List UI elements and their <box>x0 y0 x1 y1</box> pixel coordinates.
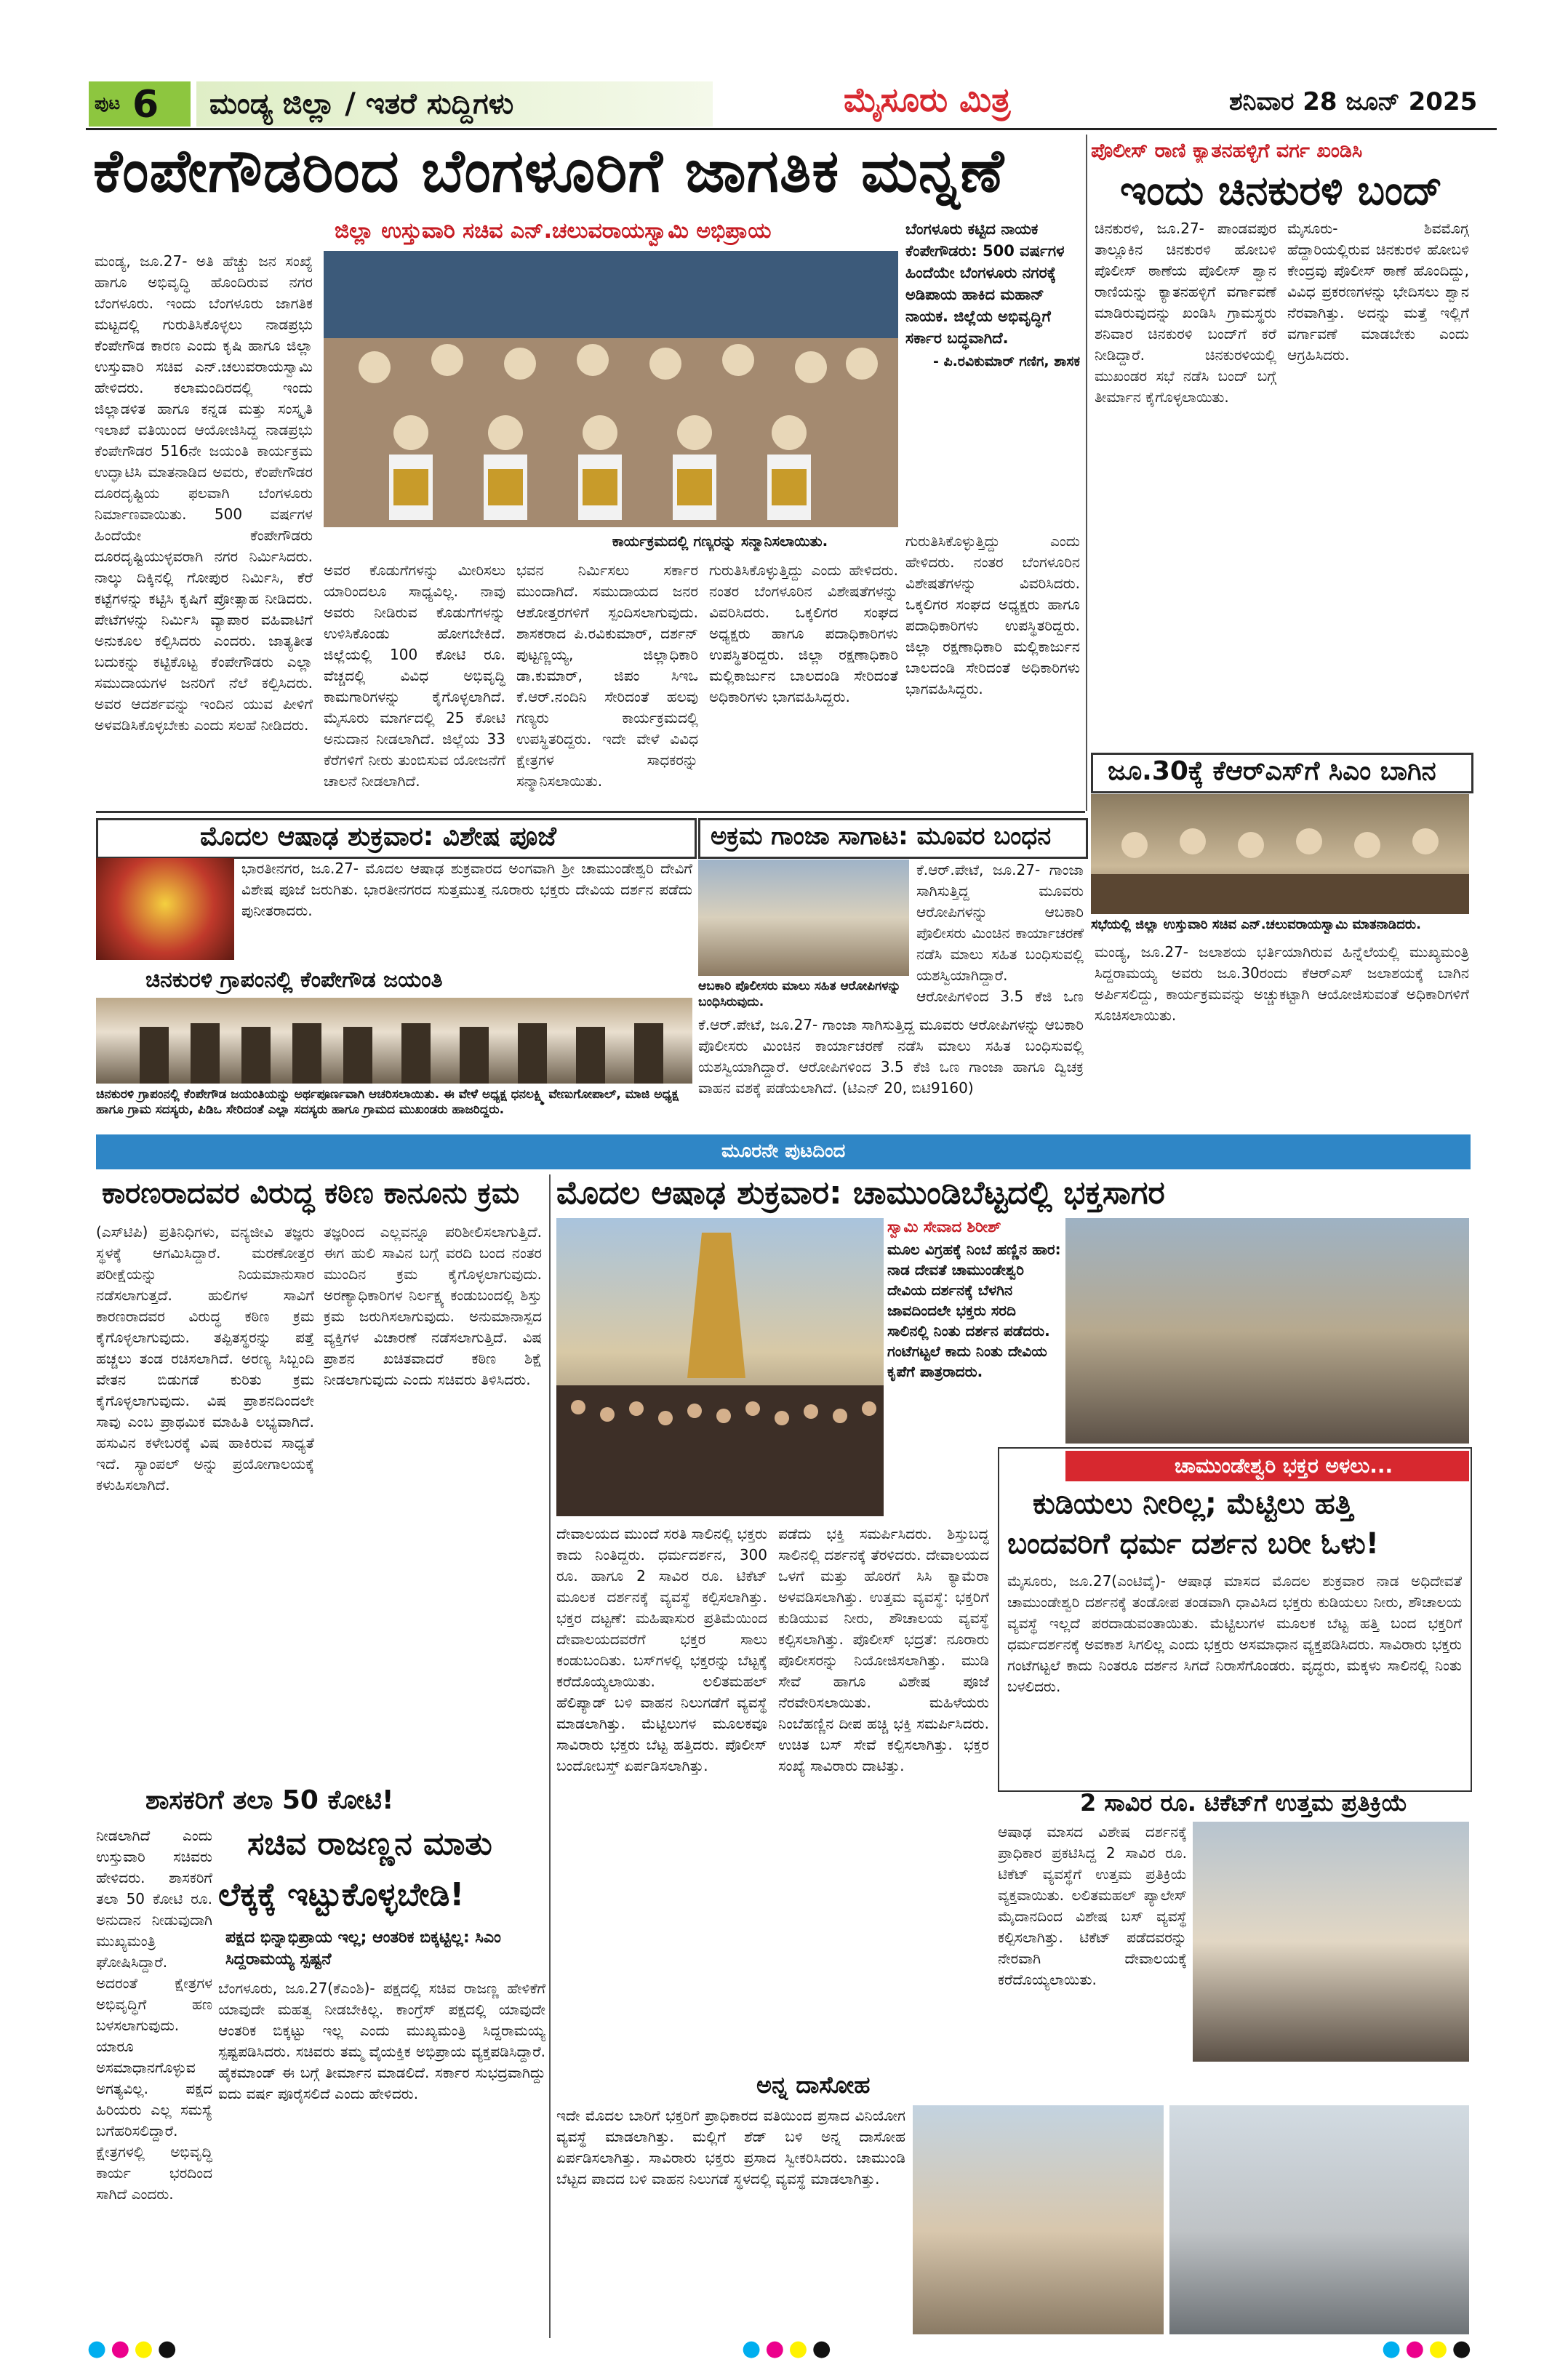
chamundi-headline: ಮೊದಲ ಆಷಾಢ ಶುಕ್ರವಾರ: ಚಾಮುಂಡಿಬೆಟ್ಟದಲ್ಲಿ ಭಕ್ತಸಾಗರ <box>556 1174 1165 1212</box>
section-band <box>196 81 713 127</box>
temple-crowd-illustration <box>556 1218 884 1516</box>
felicitation-photo-illustration <box>324 251 898 527</box>
issue-date: ಶನಿವಾರ 28 ಜೂನ್ 2025 <box>1229 87 1478 116</box>
lead-photo-caption: ಕಾರ್ಯಕ್ರಮದಲ್ಲಿ ಗಣ್ಯರನ್ನು ಸನ್ಮಾನಿಸಲಾಯಿತು. <box>612 532 828 550</box>
devotees-banner-label: ಚಾಮುಂಡೇಶ್ವರಿ ಭಕ್ತರ ಅಳಲು... <box>1175 1454 1393 1478</box>
lead-subhead: ಜಿಲ್ಲಾ ಉಸ್ತುವಾರಿ ಸಚಿವ ಎನ್.ಚಲುವರಾಯಸ್ವಾಮಿ ಅಭಿಪ್ರಾಯ <box>335 218 772 244</box>
village-photo <box>96 998 692 1084</box>
ticket-bus-photo <box>1193 1822 1469 2062</box>
devotees-red-banner <box>1065 1451 1469 1481</box>
parking-photo <box>1169 2105 1469 2334</box>
continued-banner <box>96 1134 1471 1169</box>
lead-quote-box <box>905 218 1080 524</box>
anna-headline: ಅನ್ನ ದಾಸೋಹ <box>756 2071 871 2099</box>
cm-meeting-photo <box>1091 794 1469 914</box>
chamundi-column-2: ಪಡೆದು ಭಕ್ತಿ ಸಮರ್ಪಿಸಿದರು. ಶಿಸ್ತುಬದ್ಧ ಸಾಲಿನಲ್ಲಿ ದರ್ಶನಕ್ಕೆ ತೆರಳಿದರು. ದೇವಾಲಯದ ಒಳಗೆ ಮತ್ತು ಹೊರಗೆ ಸಿಸಿ ಕ್ಯಾಮೆರಾ ಅಳವಡಿಸಲಾಗಿತ್ತು. ಉತ್ತಮ ವ್ಯವಸ್ಥೆ: ಭಕ್ತರಿಗೆ ಕುಡಿಯುವ ನೀರು, ಶೌಚಾಲಯ ವ್ಯವಸ್ಥೆ ಕಲ್ಪಿಸಲಾಗಿತ್ತು. ಪೊಲೀಸ್ ಭದ್ರತೆ: ನೂರಾರು ಪೊಲೀಸರನ್ನು ನಿಯೋಜಿಸಲಾಗಿತ್ತು. ಮುಡಿ ಸೇವೆ ಹಾಗೂ ವಿಶೇಷ ಪೂಜೆ ನೆರವೇರಿಸಲಾಯಿತು. ಮಹಿಳೆಯರು ನಿಂಬೆಹಣ್ಣಿನ ದೀಪ ಹಚ್ಚಿ ಭಕ್ತಿ ಸಮರ್ಪಿಸಿದರು. ಉಚಿತ ಬಸ್ ಸೇವೆ ಕಲ್ಪಿಸಲಾಗಿತ್ತು. ಭಕ್ತರ ಸಂಖ್ಯೆ ಸಾವಿರಾರು ದಾಟಿತ್ತು. <box>778 1525 989 1774</box>
quote-text: ಬೆಂಗಳೂರು ಕಟ್ಟಿದ ನಾಯಕ ಕೆಂಪೇಗೌಡರು: 500 ವರ್ಷಗಳ ಹಿಂದೆಯೇ ಬೆಂಗಳೂರು ನಗರಕ್ಕೆ ಅಡಿಪಾಯ ಹಾಕಿದ ಮಹಾನ್ ನಾಯಕ. ಜಿಲ್ಲೆಯ ಅಭಿವೃದ್ಧಿಗೆ ಸರ್ಕಾರ ಬದ್ಧವಾಗಿದೆ. <box>905 220 1065 347</box>
anna-queue-photo <box>913 2105 1164 2334</box>
law-column-1: (ಎಸ್‌ಟಿಪಿ) ಪ್ರತಿನಿಧಿಗಳು, ವನ್ಯಜೀವಿ ತಜ್ಞರು ಸ್ಥಳಕ್ಕೆ ಆಗಮಿಸಿದ್ದಾರೆ. ಮರಣೋತ್ತರ ಪರೀಕ್ಷೆಯನ್ನು ನಿಯಮಾನುಸಾರ ನಡೆಸಲಾಗುತ್ತದೆ. ಹುಲಿಗಳ ಸಾವಿಗೆ ಕಾರಣರಾದವರ ವಿರುದ್ಧ ಕಠಿಣ ಕ್ರಮ ಕೈಗೊಳ್ಳಲಾಗುವುದು. ತಪ್ಪಿತಸ್ಥರನ್ನು ಪತ್ತೆ ಹಚ್ಚಲು ತಂಡ ರಚಿಸಲಾಗಿದೆ. ಅರಣ್ಯ ಸಿಬ್ಬಂದಿ ವೇತನ ಬಿಡುಗಡೆ ಕುರಿತು ಕ್ರಮ ಕೈಗೊಳ್ಳಲಾಗುವುದು. ವಿಷ ಪ್ರಾಶನದಿಂದಲೇ ಸಾವು ಎಂಬ ಪ್ರಾಥಮಿಕ ಮಾಹಿತಿ ಲಭ್ಯವಾಗಿದೆ. ಹಸುವಿನ ಕಳೇಬರಕ್ಕೆ ವಿಷ ಹಾಕಿರುವ ಸಾಧ್ಯತೆ ಇದೆ. ಸ್ಯಾಂಪಲ್ ಅನ್ನು ಪ್ರಯೋಗಾಲಯಕ್ಕೆ ಕಳುಹಿಸಲಾಗಿದೆ. <box>96 1223 314 1494</box>
law-column-2: ತಜ್ಞರಿಂದ ಎಲ್ಲವನ್ನೂ ಪರಿಶೀಲಿಸಲಾಗುತ್ತಿದೆ. ಈಗ ಹುಲಿ ಸಾವಿನ ಬಗ್ಗೆ ವರದಿ ಬಂದ ನಂತರ ಮುಂದಿನ ಕ್ರಮ ಕೈಗೊಳ್ಳಲಾಗುವುದು. ಅರಣ್ಯಾಧಿಕಾರಿಗಳ ನಿರ್ಲಕ್ಷ್ಯ ಕಂಡುಬಂದಲ್ಲಿ ಶಿಸ್ತು ಕ್ರಮ ಜರುಗಿಸಲಾಗುವುದು. ಅನುಮಾನಾಸ್ಪದ ವ್ಯಕ್ತಿಗಳ ವಿಚಾರಣೆ ನಡೆಸಲಾಗುತ್ತಿದೆ. ವಿಷ ಪ್ರಾಶನ ಖಚಿತವಾದರೆ ಕಠಿಣ ಶಿಕ್ಷೆ ನೀಡಲಾಗುವುದು ಎಂದು ಸಚಿವರು ತಿಳಿಸಿದರು. <box>324 1223 542 1388</box>
quote-attribution: - ಪಿ.ರವಿಕುಮಾರ್ ಗಣಿಗ, ಶಾಸಕ <box>933 353 1080 369</box>
chamundi-overlay-text: ಮೂಲ ವಿಗ್ರಹಕ್ಕೆ ನಿಂಬೆ ಹಣ್ಣಿನ ಹಾರ: ನಾಡ ದೇವತೆ ಚಾಮುಂಡೇಶ್ವರಿ ದೇವಿಯ ದರ್ಶನಕ್ಕೆ ಬೆಳಗಿನ ಜಾವದಿಂದಲೇ ಭಕ್ತರು ಸರದಿ ಸಾಲಿನಲ್ಲಿ ನಿಂತು ದರ್ಶನ ಪಡೆದರು. ಗಂಟೆಗಟ್ಟಲೆ ಕಾದು ನಿಂತು ದೇವಿಯ ಕೃಪೆಗೆ ಪಾತ್ರರಾದರು. <box>887 1241 1061 1380</box>
meeting-photo-illustration <box>1091 794 1469 914</box>
lead-column-c: ಭವನ ನಿರ್ಮಿಸಲು ಸರ್ಕಾರ ಮುಂದಾಗಿದೆ. ಸಮುದಾಯದ ಜನರ ಆಶೋತ್ತರಗಳಿಗೆ ಸ್ಪಂದಿಸಲಾಗುವುದು. ಶಾಸಕರಾದ ಪಿ.ರವಿಕುಮಾರ್, ದರ್ಶನ್ ಪುಟ್ಟಣ್ಣಯ್ಯ, ಜಿಲ್ಲಾಧಿಕಾರಿ ಡಾ.ಕುಮಾರ್, ಜಿಪಂ ಸಿಇಒ ಕೆ.ಆರ್.ನಂದಿನಿ ಸೇರಿದಂತೆ ಹಲವು ಗಣ್ಯರು ಕಾರ್ಯಕ್ರಮದಲ್ಲಿ ಉಪಸ್ಥಿತರಿದ್ದರು. ಇದೇ ವೇಳೆ ವಿವಿಧ ಕ್ಷೇತ್ರಗಳ ಸಾಧಕರನ್ನು ಸನ್ಮಾನಿಸಲಾಯಿತು. <box>516 561 698 790</box>
cm-text: ಮಂಡ್ಯ, ಜೂ.27- ಜಲಾಶಯ ಭರ್ತಿಯಾಗಿರುವ ಹಿನ್ನೆಲೆಯಲ್ಲಿ ಮುಖ್ಯಮಂತ್ರಿ ಸಿದ್ದರಾಮಯ್ಯ ಅವರು ಜೂ.30ರಂದು ಕೆಆರ್‌ಎಸ್ ಜಲಾಶಯಕ್ಕೆ ಬಾಗಿನ ಅರ್ಪಿಸಲಿದ್ದು, ಕಾರ್ಯಕ್ರಮವನ್ನು ಅಚ್ಚುಕಟ್ಟಾಗಿ ಆಯೋಜಿಸುವಂತೆ ಅಧಿಕಾರಿಗಳಿಗೆ ಸೂಚಿಸಲಾಯಿತು. <box>1095 943 1469 1024</box>
pooja-headline-box <box>96 818 697 859</box>
ganja-headline-box <box>698 818 1088 859</box>
devotees-headline-2: ಬಂದವರಿಗೆ ಧರ್ಮ ದರ್ಶನ ಬರೀ ಓಳು! <box>1007 1527 1379 1561</box>
ticket-headline: 2 ಸಾವಿರ ರೂ. ಟಿಕೆಟ್‌ಗೆ ಉತ್ತಮ ಪ್ರತಿಕ್ರಿಯೆ <box>1080 1789 1408 1817</box>
lead-headline: ಕೆಂಪೇಗೌಡರಿಂದ ಬೆಂಗಳೂರಿಗೆ ಜಾಗತಿಕ ಮನ್ನಣೆ <box>93 137 1005 206</box>
mla-grant-text: ನೀಡಲಾಗಿದೆ ಎಂದು ಉಸ್ತುವಾರಿ ಸಚಿವರು ಹೇಳಿದರು. ಶಾಸಕರಿಗೆ ತಲಾ 50 ಕೋಟಿ ರೂ. ಅನುದಾನ ನೀಡುವುದಾಗಿ ಮುಖ್ಯಮಂತ್ರಿ ಘೋಷಿಸಿದ್ದಾರೆ. ಅದರಂತೆ ಕ್ಷೇತ್ರಗಳ ಅಭಿವೃದ್ಧಿಗೆ ಹಣ ಬಳಸಲಾಗುವುದು. ಯಾರೂ ಅಸಮಾಧಾನಗೊಳ್ಳುವ ಅಗತ್ಯವಿಲ್ಲ. ಪಕ್ಷದ ಹಿರಿಯರು ಎಲ್ಲ ಸಮಸ್ಯೆ ಬಗೆಹರಿಸಲಿದ್ದಾರೆ. ಕ್ಷೇತ್ರಗಳಲ್ಲಿ ಅಭಿವೃದ್ಧಿ ಕಾರ್ಯ ಭರದಿಂದ ಸಾಗಿದೆ ಎಂದರು. <box>96 1827 212 2203</box>
page-label: ಪುಟ <box>95 93 121 113</box>
column-divider <box>549 1174 551 2338</box>
devotees-text: ಮೈಸೂರು, ಜೂ.27(ಎಂಟಿವೈ)- ಆಷಾಢ ಮಾಸದ ಮೊದಲ ಶುಕ್ರವಾರ ನಾಡ ಅಧಿದೇವತೆ ಚಾಮುಂಡೇಶ್ವರಿ ದರ್ಶನಕ್ಕೆ ತಂಡೋಪ ತಂಡವಾಗಿ ಧಾವಿಸಿದ ಭಕ್ತರು ಕುಡಿಯಲು ನೀರು, ಶೌಚಾಲಯ ವ್ಯವಸ್ಥೆ ಇಲ್ಲದೆ ಪರದಾಡುವಂತಾಯಿತು. ಮೆಟ್ಟಿಲುಗಳ ಮೂಲಕ ಬೆಟ್ಟ ಹತ್ತಿ ಬಂದ ಭಕ್ತರಿಗೆ ಧರ್ಮದರ್ಶನಕ್ಕೆ ಅವಕಾಶ ಸಿಗಲಿಲ್ಲ ಎಂದು ಭಕ್ತರು ಅಸಮಾಧಾನ ವ್ಯಕ್ತಪಡಿಸಿದರು. ಸಾವಿರಾರು ಭಕ್ತರು ಗಂಟೆಗಟ್ಟಲೆ ಕಾದು ನಿಂತರೂ ದರ್ಶನ ಸಿಗದೆ ನಿರಾಸೆಗೊಂಡರು. ವೃದ್ಧರು, ಮಕ್ಕಳು ಸಾಲಿನಲ್ಲಿ ನಿಂತು ಬಳಲಿದರು. <box>1007 1572 1462 1695</box>
rajanna-subhead: ಪಕ್ಷದ ಭಿನ್ನಾಭಿಪ್ರಾಯ ಇಲ್ಲ; ಆಂತರಿಕ ಬಿಕ್ಕಟ್ಟಿಲ್ಲ: ಸಿಎಂ ಸಿದ್ದರಾಮಯ್ಯ ಸ್ಪಷ್ಟನೆ <box>225 1929 501 1969</box>
village-caption: ಚಿನಕುರಳಿ ಗ್ರಾಪಂನಲ್ಲಿ ಕೆಂಪೇಗೌಡ ಜಯಂತಿಯನ್ನು ಅರ್ಥಪೂರ್ಣವಾಗಿ ಆಚರಿಸಲಾಯಿತು. ಈ ವೇಳೆ ಅಧ್ಯಕ್ಷ ಧನಲಕ್ಷ್ಮಿ ವೇಣುಗೋಪಾಲ್, ಮಾಜಿ ಅಧ್ಯಕ್ಷ ಹಾಗೂ ಗ್ರಾಮ ಸದಸ್ಯರು, ಪಿಡಿಒ ಸೇರಿದಂತೆ ಎಲ್ಲಾ ಸದಸ್ಯರು ಹಾಗೂ ಗ್ರಾಮದ ಮುಖಂಡರು ಹಾಜರಿದ್ದರು. <box>96 1087 679 1117</box>
section-title: ಮಂಡ್ಯ ಜಿಲ್ಲಾ / ಇತರೆ ಸುದ್ದಿಗಳು <box>209 87 514 121</box>
devotees-headline-1: ಕುಡಿಯಲು ನೀರಿಲ್ಲ; ಮೆಟ್ಟಿಲು ಹತ್ತಿ <box>1033 1487 1353 1521</box>
ganja-text-side: ಕೆ.ಆರ್.ಪೇಟೆ, ಜೂ.27- ಗಾಂಜಾ ಸಾಗಿಸುತ್ತಿದ್ದ ಮೂವರು ಆರೋಪಿಗಳನ್ನು ಆಬಕಾರಿ ಪೊಲೀಸರು ಮಿಂಚಿನ ಕಾರ್ಯಾಚರಣೆ ನಡೆಸಿ ಮಾಲು ಸಹಿತ ಬಂಧಿಸುವಲ್ಲಿ ಯಶಸ್ವಿಯಾಗಿದ್ದಾರೆ. ಆರೋಪಿಗಳಿಂದ 3.5 ಕೆಜಿ ಒಣ <box>916 861 1084 1005</box>
cm-photo-caption: ಸಭೆಯಲ್ಲಿ ಜಿಲ್ಲಾ ಉಸ್ತುವಾರಿ ಸಚಿವ ಎನ್.ಚಲುವರಾಯಸ್ವಾಮಿ ಮಾತನಾಡಿದರು. <box>1091 917 1421 932</box>
cm-headline-box <box>1091 753 1473 793</box>
chamundi-column-1: ದೇವಾಲಯದ ಮುಂದೆ ಸರತಿ ಸಾಲಿನಲ್ಲಿ ಭಕ್ತರು ಕಾದು ನಿಂತಿದ್ದರು. ಧರ್ಮದರ್ಶನ, 300 ರೂ. ಹಾಗೂ 2 ಸಾವಿರ ರೂ. ಟಿಕೆಟ್ ಮೂಲಕ ದರ್ಶನಕ್ಕೆ ವ್ಯವಸ್ಥೆ ಕಲ್ಪಿಸಲಾಗಿತ್ತು. ಭಕ್ತರ ದಟ್ಟಣೆ: ಮಹಿಷಾಸುರ ಪ್ರತಿಮೆಯಿಂದ ದೇವಾಲಯದವರೆಗೆ ಭಕ್ತರ ಸಾಲು ಕಂಡುಬಂದಿತು. ಬಸ್‌ಗಳಲ್ಲಿ ಭಕ್ತರನ್ನು ಬೆಟ್ಟಕ್ಕೆ ಕರೆದೊಯ್ಯಲಾಯಿತು. ಲಲಿತಮಹಲ್ ಹೆಲಿಪ್ಯಾಡ್ ಬಳಿ ವಾಹನ ನಿಲುಗಡೆಗೆ ವ್ಯವಸ್ಥೆ ಮಾಡಲಾಗಿತ್ತು. ಮೆಟ್ಟಿಲುಗಳ ಮೂಲಕವೂ ಸಾವಿರಾರು ಭಕ್ತರು ಬೆಟ್ಟ ಹತ್ತಿದರು. ಪೊಲೀಸ್ ಬಂದೋಬಸ್ತ್ ಏರ್ಪಡಿಸಲಾಗಿತ್ತು. <box>556 1525 767 1774</box>
rajanna-text: ಬೆಂಗಳೂರು, ಜೂ.27(ಕೆಎಂಶಿ)- ಪಕ್ಷದಲ್ಲಿ ಸಚಿವ ರಾಜಣ್ಣ ಹೇಳಿಕೆಗೆ ಯಾವುದೇ ಮಹತ್ವ ನೀಡಬೇಕಿಲ್ಲ. ಕಾಂಗ್ರೆಸ್ ಪಕ್ಷದಲ್ಲಿ ಯಾವುದೇ ಆಂತರಿಕ ಬಿಕ್ಕಟ್ಟು ಇಲ್ಲ ಎಂದು ಮುಖ್ಯಮಂತ್ರಿ ಸಿದ್ದರಾಮಯ್ಯ ಸ್ಪಷ್ಟಪಡಿಸಿದರು. ಸಚಿವರು ತಮ್ಮ ವೈಯಕ್ತಿಕ ಅಭಿಪ್ರಾಯ ವ್ಯಕ್ತಪಡಿಸಿದ್ದಾರೆ. ಹೈಕಮಾಂಡ್ ಈ ಬಗ್ಗೆ ತೀರ್ಮಾನ ಮಾಡಲಿದೆ. ಸರ್ಕಾರ ಸುಭದ್ರವಾಗಿದ್ದು ಐದು ವರ್ಷ ಪೂರೈಸಲಿದೆ ಎಂದು ಹೇಳಿದರು. <box>218 1979 545 2102</box>
ganja-headline: ಅಕ್ರಮ ಗಾಂಜಾ ಸಾಗಾಟ: ಮೂವರ ಬಂಧನ <box>711 822 1052 851</box>
mla-grant-subhead: ಶಾಸಕರಿಗೆ ತಲಾ 50 ಕೋಟಿ! <box>145 1785 394 1815</box>
color-registration-dots-center: ●●●● <box>742 2336 836 2361</box>
lead-column-e: ಗುರುತಿಸಿಕೊಳ್ಳುತ್ತಿದ್ದು ಎಂದು ಹೇಳಿದರು. ನಂತರ ಬೆಂಗಳೂರಿನ ವಿಶೇಷತೆಗಳನ್ನು ವಿವರಿಸಿದರು. ಒಕ್ಕಲಿಗರ ಸಂಘದ ಅಧ್ಯಕ್ಷರು ಹಾಗೂ ಪದಾಧಿಕಾರಿಗಳು ಉಪಸ್ಥಿತರಿದ್ದರು. ಜಿಲ್ಲಾ ರಕ್ಷಣಾಧಿಕಾರಿ ಮಲ್ಲಿಕಾರ್ಜುನ ಬಾಲದಂಡಿ ಸೇರಿದಂತೆ ಅಧಿಕಾರಿಗಳು ಭಾಗವಹಿಸಿದ್ದರು. <box>905 532 1080 697</box>
continued-label: ಮೂರನೇ ಪುಟದಿಂದ <box>721 1140 846 1162</box>
ticket-text: ಆಷಾಢ ಮಾಸದ ವಿಶೇಷ ದರ್ಶನಕ್ಕೆ ಪ್ರಾಧಿಕಾರ ಪ್ರಕಟಿಸಿದ್ದ 2 ಸಾವಿರ ರೂ. ಟಿಕೆಟ್ ವ್ಯವಸ್ಥೆಗೆ ಉತ್ತಮ ಪ್ರತಿಕ್ರಿಯೆ ವ್ಯಕ್ತವಾಯಿತು. ಲಲಿತಮಹಲ್ ಪ್ಯಾಲೇಸ್ ಮೈದಾನದಿಂದ ವಿಶೇಷ ಬಸ್ ವ್ಯವಸ್ಥೆ ಕಲ್ಪಿಸಲಾಗಿತ್ತು. ಟಿಕೆಟ್ ಪಡೆದವರನ್ನು ನೇರವಾಗಿ ದೇವಾಲಯಕ್ಕೆ ಕರೆದೊಯ್ಯಲಾಯಿತು. <box>998 1823 1187 1988</box>
anna-text: ಇದೇ ಮೊದಲ ಬಾರಿಗೆ ಭಕ್ತರಿಗೆ ಪ್ರಾಧಿಕಾರದ ವತಿಯಿಂದ ಪ್ರಸಾದ ವಿನಿಯೋಗ ವ್ಯವಸ್ಥೆ ಮಾಡಲಾಗಿತ್ತು. ಮಲ್ಲಿಗೆ ಶೆಡ್ ಬಳಿ ಅನ್ನ ದಾಸೋಹ ಏರ್ಪಡಿಸಲಾಗಿತ್ತು. ಸಾವಿರಾರು ಭಕ್ತರು ಪ್ರಸಾದ ಸ್ವೀಕರಿಸಿದರು. ಚಾಮುಂಡಿ ಬೆಟ್ಟದ ಪಾದದ ಬಳಿ ವಾಹನ ನಿಲುಗಡೆ ಸ್ಥಳದಲ್ಲಿ ವ್ಯವಸ್ಥೆ ಮಾಡಲಾಗಿತ್ತು. <box>556 2107 905 2187</box>
rajanna-headline-2: ಲೆಕ್ಕಕ್ಕೆ ಇಟ್ಟುಕೊಳ್ಳಬೇಡಿ! <box>218 1876 465 1913</box>
lead-column-1: ಮಂಡ್ಯ, ಜೂ.27- ಅತಿ ಹೆಚ್ಚು ಜನ ಸಂಖ್ಯೆ ಹಾಗೂ ಅಭಿವೃದ್ಧಿ ಹೊಂದಿರುವ ನಗರ ಬೆಂಗಳೂರು. ಇಂದು ಬೆಂಗಳೂರು ಜಾಗತಿಕ ಮಟ್ಟದಲ್ಲಿ ಗುರುತಿಸಿಕೊಳ್ಳಲು ನಾಡಪ್ರಭು ಕೆಂಪೇಗೌಡ ಕಾರಣ ಎಂದು ಕೃಷಿ ಹಾಗೂ ಜಿಲ್ಲಾ ಉಸ್ತುವಾರಿ ಸಚಿವ ಎನ್.ಚಲುವರಾಯಸ್ವಾಮಿ ಹೇಳಿದರು. ಕಲಾಮಂದಿರದಲ್ಲಿ ಇಂದು ಜಿಲ್ಲಾಡಳಿತ ಹಾಗೂ ಕನ್ನಡ ಮತ್ತು ಸಂಸ್ಕೃತಿ ಇಲಾಖೆ ವತಿಯಿಂದ ಆಯೋಜಿಸಿದ್ದ ನಾಡಪ್ರಭು ಕೆಂಪೇಗೌಡರ 516ನೇ ಜಯಂತಿ ಕಾರ್ಯಕ್ರಮ ಉದ್ಘಾಟಿಸಿ ಮಾತನಾಡಿದ ಅವರು, ಕೆಂಪೇಗೌಡರ ದೂರದೃಷ್ಟಿಯ ಫಲವಾಗಿ ಬೆಂಗಳೂರು ನಿರ್ಮಾಣವಾಯಿತು. 500 ವರ್ಷಗಳ ಹಿಂದೆಯೇ ಕೆಂಪೇಗೌಡರು ದೂರದೃಷ್ಟಿಯುಳ್ಳವರಾಗಿ ನಗರ ನಿರ್ಮಿಸಿದರು. ನಾಲ್ಕು ದಿಕ್ಕಿನಲ್ಲಿ ಗೋಪುರ ನಿರ್ಮಿಸಿ, ಕೆರೆ ಕಟ್ಟೆಗಳನ್ನು ಕಟ್ಟಿಸಿ ಕೃಷಿಗೆ ಪ್ರೋತ್ಸಾಹ ನೀಡಿದರು. ಪೇಟೆಗಳನ್ನು ನಿರ್ಮಿಸಿ ವ್ಯಾಪಾರ ವಹಿವಾಟಿಗೆ ಅನುಕೂಲ ಕಲ್ಪಿಸಿದರು ಎಂದರು. ಜಾತ್ಯತೀತ ಬದುಕನ್ನು ಕಟ್ಟಿಕೊಟ್ಟ ಕೆಂಪೇಗೌಡರು ಎಲ್ಲಾ ಸಮುದಾಯಗಳ ಜನರಿಗೆ ನೆಲೆ ಕಲ್ಪಿಸಿದರು. ಅವರ ಆದರ್ಶವನ್ನು ಇಂದಿನ ಯುವ ಪೀಳಿಗೆ ಅಳವಡಿಸಿಕೊಳ್ಳಬೇಕು ಎಂದು ಸಲಹೆ ನೀಡಿದರು. <box>95 252 313 734</box>
newspaper-logo: ಮೈಸೂರು ಮಿತ್ರ <box>844 80 1011 119</box>
color-registration-dots-left: ●●●● <box>87 2336 181 2361</box>
bandh-column-2: ಮೈಸೂರು- ಶಿವಮೊಗ್ಗ ಹೆದ್ದಾರಿಯಲ್ಲಿರುವ ಚಿನಕುರಳಿ ಹೋಬಳಿ ಕೇಂದ್ರವು ಪೊಲೀಸ್ ಠಾಣೆ ಹೊಂದಿದ್ದು, ವಿವಿಧ ಪ್ರಕರಣಗಳನ್ನು ಭೇದಿಸಲು ಶ್ವಾನ ನೆರವಾಗಿತ್ತು. ಅದನ್ನು ಮತ್ತೆ ಇಲ್ಲಿಗೆ ವರ್ಗಾವಣೆ ಮಾಡಬೇಕು ಎಂದು ಆಗ್ರಹಿಸಿದರು. <box>1287 220 1469 364</box>
group-photo-illustration <box>96 998 692 1084</box>
ganja-caption: ಆಬಕಾರಿ ಪೊಲೀಸರು ಮಾಲು ಸಹಿತ ಆರೋಪಿಗಳನ್ನು ಬಂಧಿಸಿರುವುದು. <box>698 979 901 1009</box>
section-divider <box>96 811 1085 813</box>
lead-photo <box>324 251 898 527</box>
ganja-photo <box>698 860 909 976</box>
pooja-headline: ಮೊದಲ ಆಷಾಢ ಶುಕ್ರವಾರ: ವಿಶೇಷ ಪೂಜೆ <box>200 822 556 852</box>
bandh-headline: ಇಂದು ಚಿನಕುರಳಿ ಬಂದ್ <box>1120 167 1443 215</box>
ganja-text: ಕೆ.ಆರ್.ಪೇಟೆ, ಜೂ.27- ಗಾಂಜಾ ಸಾಗಿಸುತ್ತಿದ್ದ ಮೂವರು ಆರೋಪಿಗಳನ್ನು ಆಬಕಾರಿ ಪೊಲೀಸರು ಮಿಂಚಿನ ಕಾರ್ಯಾಚರಣೆ ನಡೆಸಿ ಮಾಲು ಸಹಿತ ಬಂಧಿಸುವಲ್ಲಿ ಯಶಸ್ವಿಯಾಗಿದ್ದಾರೆ. ಆರೋಪಿಗಳಿಂದ 3.5 ಕೆಜಿ ಒಣ ಗಾಂಜಾ ಹಾಗೂ ದ್ವಿಚಕ್ರ ವಾಹನ ವಶಕ್ಕೆ ಪಡೆಯಲಾಗಿದೆ. (ಟಿಎನ್ 20, ಬಿಟಿ9160) <box>698 1016 1084 1097</box>
bandh-column-1: ಚಿನಕುರಳಿ, ಜೂ.27- ಪಾಂಡವಪುರ ತಾಲ್ಲೂಕಿನ ಚಿನಕುರಳಿ ಹೋಬಳಿ ಪೊಲೀಸ್ ಠಾಣೆಯ ಪೊಲೀಸ್ ಶ್ವಾನ ರಾಣಿಯನ್ನು ಕ್ಯಾತನಹಳ್ಳಿಗೆ ವರ್ಗಾವಣೆ ಮಾಡಿರುವುದನ್ನು ಖಂಡಿಸಿ ಗ್ರಾಮಸ್ಥರು ಶನಿವಾರ ಚಿನಕುರಳಿ ಬಂದ್‌ಗೆ ಕರೆ ನೀಡಿದ್ದಾರೆ. ಚಿನಕುರಳಿಯಲ್ಲಿ ಮುಖಂಡರ ಸಭೆ ನಡೆಸಿ ಬಂದ್ ಬಗ್ಗೆ ತೀರ್ಮಾನ ಕೈಗೊಳ್ಳಲಾಯಿತು. <box>1095 220 1276 406</box>
color-registration-dots-right: ●●●● <box>1382 2336 1476 2361</box>
bandh-kicker: ಪೊಲೀಸ್ ರಾಣಿ ಕ್ಯಾತನಹಳ್ಳಿಗೆ ವರ್ಗ ಖಂಡಿಸಿ <box>1091 140 1363 162</box>
chamundi-temple-photo <box>556 1218 884 1516</box>
law-headline: ಕಾರಣರಾದವರ ವಿರುದ್ಧ ಕಠಿಣ ಕಾನೂನು ಕ್ರಮ <box>102 1177 520 1210</box>
rajanna-headline-1: ಸಚಿವ ರಾಜಣ್ಣನ ಮಾತು <box>247 1825 492 1862</box>
village-headline: ಚಿನಕುರಳಿ ಗ್ರಾಪಂನಲ್ಲಿ ಕೆಂಪೇಗೌಡ ಜಯಂತಿ <box>145 967 443 993</box>
lead-column-b: ಅವರ ಕೊಡುಗೆಗಳನ್ನು ಮೀರಿಸಲು ಯಾರಿಂದಲೂ ಸಾಧ್ಯವಿಲ್ಲ. ನಾವು ಅವರು ನೀಡಿರುವ ಕೊಡುಗೆಗಳನ್ನು ಉಳಿಸಿಕೊಂಡು ಹೋಗಬೇಕಿದೆ. ಜಿಲ್ಲೆಯಲ್ಲಿ 100 ಕೋಟಿ ರೂ. ವೆಚ್ಚದಲ್ಲಿ ವಿವಿಧ ಅಭಿವೃದ್ಧಿ ಕಾಮಗಾರಿಗಳನ್ನು ಕೈಗೊಳ್ಳಲಾಗಿದೆ. ಮೈಸೂರು ಮಾರ್ಗದಲ್ಲಿ 25 ಕೋಟಿ ಅನುದಾನ ನೀಡಲಾಗಿದೆ. ಜಿಲ್ಲೆಯ 33 ಕೆರೆಗಳಿಗೆ ನೀರು ತುಂಬಿಸುವ ಯೋಜನೆಗೆ ಚಾಲನೆ ನೀಡಲಾಗಿದೆ. <box>324 561 505 790</box>
chamundi-byline: ಸ್ವಾಮಿ ಸೇವಾದ ಶಿರೀಶ್ <box>887 1218 1001 1236</box>
cm-headline: ಜೂ.30ಕ್ಕೆ ಕೆಆರ್‌ಎಸ್‌ಗೆ ಸಿಎಂ ಬಾಗಿನ <box>1108 756 1436 786</box>
page-number: 6 <box>132 83 159 127</box>
goddess-photo <box>96 858 234 960</box>
page-number-box <box>89 81 191 127</box>
pooja-text: ಭಾರತೀನಗರ, ಜೂ.27- ಮೊದಲ ಆಷಾಢ ಶುಕ್ರವಾರದ ಅಂಗವಾಗಿ ಶ್ರೀ ಚಾಮುಂಡೇಶ್ವರಿ ದೇವಿಗೆ ವಿಶೇಷ ಪೂಜೆ ಜರುಗಿತು. ಭಾರತೀನಗರದ ಸುತ್ತಮುತ್ತ ನೂರಾರು ಭಕ್ತರು ದೇವಿಯ ದರ್ಶನ ಪಡೆದು ಪುನೀತರಾದರು. <box>241 860 692 919</box>
mahishasura-photo <box>1065 1218 1469 1444</box>
column-divider <box>1086 135 1087 811</box>
lead-column-d: ಗುರುತಿಸಿಕೊಳ್ಳುತ್ತಿದ್ದು ಎಂದು ಹೇಳಿದರು. ನಂತರ ಬೆಂಗಳೂರಿನ ವಿಶೇಷತೆಗಳನ್ನು ವಿವರಿಸಿದರು. ಒಕ್ಕಲಿಗರ ಸಂಘದ ಅಧ್ಯಕ್ಷರು ಹಾಗೂ ಪದಾಧಿಕಾರಿಗಳು ಉಪಸ್ಥಿತರಿದ್ದರು. ಜಿಲ್ಲಾ ರಕ್ಷಣಾಧಿಕಾರಿ ಮಲ್ಲಿಕಾರ್ಜುನ ಬಾಲದಂಡಿ ಸೇರಿದಂತೆ ಅಧಿಕಾರಿಗಳು ಭಾಗವಹಿಸಿದ್ದರು. <box>709 561 898 705</box>
